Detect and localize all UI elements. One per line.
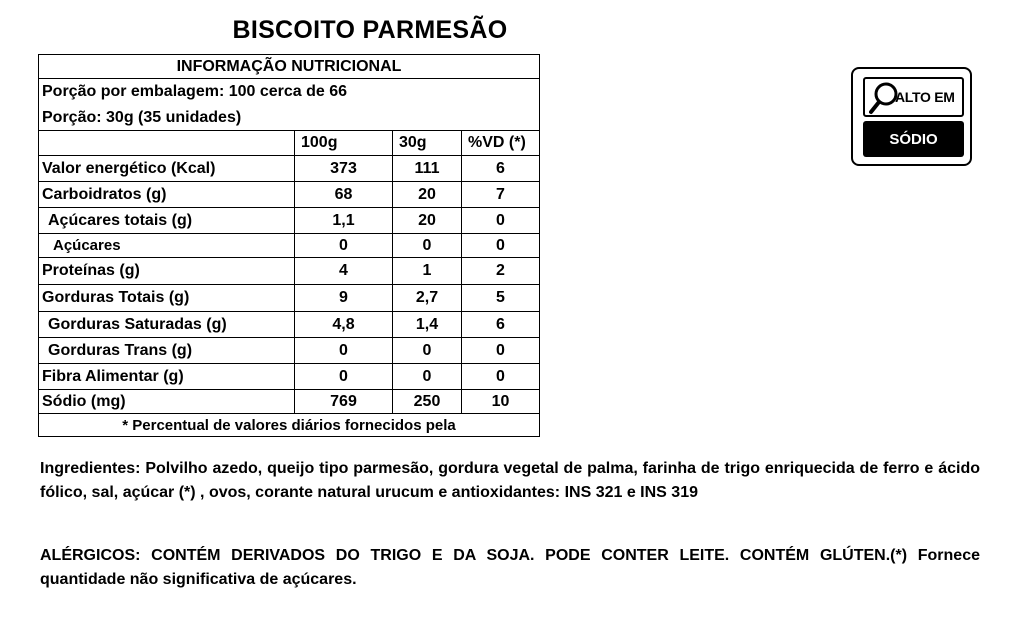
footnote-row: [39, 414, 539, 436]
value-vd: 10: [491, 392, 510, 410]
nutrient-label: Fibra Alimentar (g): [39, 364, 295, 389]
value-30g: 0: [393, 364, 462, 389]
servings-per-package: Porção por embalagem: 100 cerca de 66: [42, 83, 348, 100]
column-header-blank: [39, 131, 295, 155]
value-vd: 0: [496, 367, 505, 385]
nutrient-label: Açúcares: [39, 234, 295, 257]
nutrient-label: Gorduras Trans (g): [39, 338, 295, 363]
value-30g: 2,7: [393, 285, 462, 311]
table-row: [39, 182, 539, 208]
nutrient-label: Carboidratos (g): [39, 182, 295, 207]
value-100g: 9: [295, 285, 393, 311]
table-row: [39, 285, 539, 312]
ingredients-text: Ingredientes: Polvilho azedo, queijo tipo parmesão, gordura vegetal de palma, farinha de trigo enriquecida de ferro e ácido fólico, sal, açúcar (*) , ovos, corante natural urucum e antioxidantes: INS 321 e INS 319: [40, 460, 980, 501]
table-row: [39, 258, 539, 285]
value-100g: 4: [295, 258, 393, 284]
value-vd: 0: [496, 236, 505, 254]
table-row: [39, 364, 539, 390]
nutrient-label: Gorduras Saturadas (g): [39, 312, 295, 337]
table-row: [39, 312, 539, 338]
value-30g: 0: [393, 338, 462, 363]
value-vd: 6: [496, 159, 505, 177]
value-vd: 0: [496, 341, 505, 359]
value-30g: 20: [393, 208, 462, 233]
nutrient-label: Valor energético (Kcal): [39, 156, 295, 181]
value-100g: 373: [295, 156, 393, 181]
column-header-row: [39, 131, 539, 156]
table-heading: INFORMAÇÃO NUTRICIONAL: [176, 57, 402, 75]
value-100g: 769: [295, 390, 393, 413]
value-100g: 4,8: [295, 312, 393, 337]
nutrient-label: Gorduras Totais (g): [39, 285, 295, 311]
servings-row: [39, 79, 539, 105]
column-header: 100g: [295, 131, 393, 155]
value-vd: 0: [496, 211, 505, 229]
value-100g: 0: [295, 338, 393, 363]
column-header: 30g: [393, 131, 462, 155]
value-30g: 250: [393, 390, 462, 413]
value-100g: 0: [295, 364, 393, 389]
badge-header: [863, 77, 964, 117]
serving-size: Porção: 30g (35 unidades): [42, 108, 242, 126]
allergens-text: ALÉRGICOS: CONTÉM DERIVADOS DO TRIGO E DA SOJA. PODE CONTER LEITE. CONTÉM GLÚTEN.(*) Fornece quantidade não significativa de açúcares.: [40, 547, 980, 588]
table-row: [39, 156, 539, 182]
nutrition-facts-table: [38, 54, 540, 437]
badge-label: ALTO EM: [895, 89, 955, 105]
value-vd: 2: [496, 262, 505, 279]
high-sodium-badge: [851, 67, 972, 166]
value-30g: 1: [393, 258, 462, 284]
value-100g: 0: [295, 234, 393, 257]
value-100g: 1,1: [295, 208, 393, 233]
nutrient-label: Proteínas (g): [39, 258, 295, 284]
table-heading-row: [39, 55, 539, 79]
table-row: [39, 234, 539, 258]
value-30g: 20: [393, 182, 462, 207]
value-30g: 0: [393, 234, 462, 257]
nutrient-label: Açúcares totais (g): [39, 208, 295, 233]
product-title: BISCOITO PARMESÃO: [232, 16, 508, 44]
badge-nutrient: SÓDIO: [863, 121, 964, 157]
value-100g: 68: [295, 182, 393, 207]
table-row: [39, 338, 539, 364]
table-row: [39, 208, 539, 234]
table-row: [39, 390, 539, 414]
value-vd: 7: [496, 185, 505, 203]
column-header: %VD (*): [468, 134, 526, 151]
nutrient-label: Sódio (mg): [39, 390, 295, 413]
value-30g: 111: [393, 156, 462, 181]
value-vd: 6: [496, 315, 505, 333]
value-30g: 1,4: [393, 312, 462, 337]
serving-size-row: [39, 105, 539, 131]
value-vd: 5: [496, 289, 505, 306]
table-footnote: * Percentual de valores diários fornecidos pela: [122, 416, 456, 434]
